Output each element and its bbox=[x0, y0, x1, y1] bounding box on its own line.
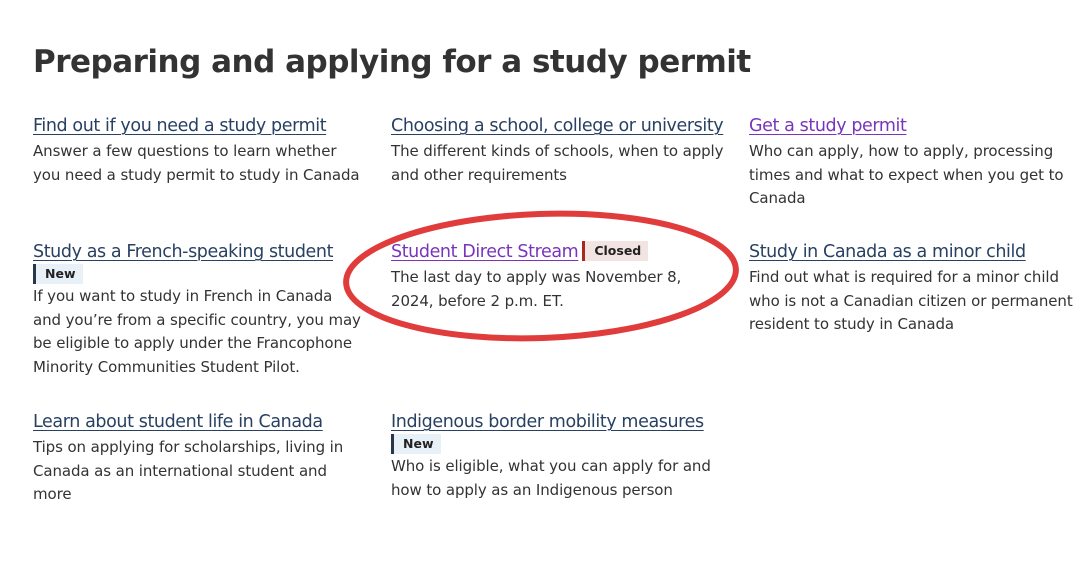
card-learn-about-student-life-in-canada bbox=[33, 411, 373, 507]
new-badge: New bbox=[33, 264, 83, 284]
closed-badge: Closed bbox=[582, 241, 648, 261]
link-choosing-a-school-college-or-university[interactable]: Choosing a school, college or university bbox=[391, 116, 724, 136]
card-find-out-if-you-need-a-study-permit bbox=[33, 115, 373, 187]
card-study-as-a-french-speaking-student bbox=[33, 241, 373, 379]
card-description: The last day to apply was November 8, 2024, before 2 p.m. ET. bbox=[391, 268, 682, 310]
new-badge: New bbox=[391, 434, 441, 454]
card-description: Answer a few questions to learn whether you need a study permit to study in Canada bbox=[33, 142, 360, 184]
link-indigenous-border-mobility-measures[interactable]: Indigenous border mobility measures bbox=[391, 412, 704, 432]
link-student-direct-stream[interactable]: Student Direct Stream bbox=[391, 242, 579, 262]
card-description: Tips on applying for scholarships, living in Canada as an international student and more bbox=[33, 438, 344, 503]
card-description: The different kinds of schools, when to apply and other requirements bbox=[391, 142, 724, 184]
link-find-out-if-you-need-a-study-permit[interactable]: Find out if you need a study permit bbox=[33, 116, 327, 136]
card-description: Find out what is required for a minor child who is not a Canadian citizen or permanent resident to study in Canada bbox=[749, 268, 1073, 333]
card-get-a-study-permit bbox=[749, 115, 1082, 211]
card-description: Who can apply, how to apply, processing times and what to expect when you get to Canada bbox=[749, 142, 1064, 207]
card-indigenous-border-mobility-measures bbox=[391, 411, 731, 502]
card-student-direct-stream bbox=[391, 241, 731, 313]
card-description: Who is eligible, what you can apply for and how to apply as an Indigenous person bbox=[391, 457, 711, 499]
link-study-in-canada-as-a-minor-child[interactable]: Study in Canada as a minor child bbox=[749, 242, 1026, 262]
card-choosing-a-school bbox=[391, 115, 731, 187]
card-description: If you want to study in French in Canada and you’re from a specific country, you may be eligible to apply under the Francophone Minority Communities Student Pilot. bbox=[33, 287, 361, 376]
card-study-in-canada-as-a-minor-child bbox=[749, 241, 1082, 337]
link-study-as-a-french-speaking-student[interactable]: Study as a French-speaking student bbox=[33, 242, 334, 262]
link-learn-about-student-life-in-canada[interactable]: Learn about student life in Canada bbox=[33, 412, 323, 432]
page-title: Preparing and applying for a study permit bbox=[33, 44, 751, 80]
link-get-a-study-permit[interactable]: Get a study permit bbox=[749, 116, 907, 136]
